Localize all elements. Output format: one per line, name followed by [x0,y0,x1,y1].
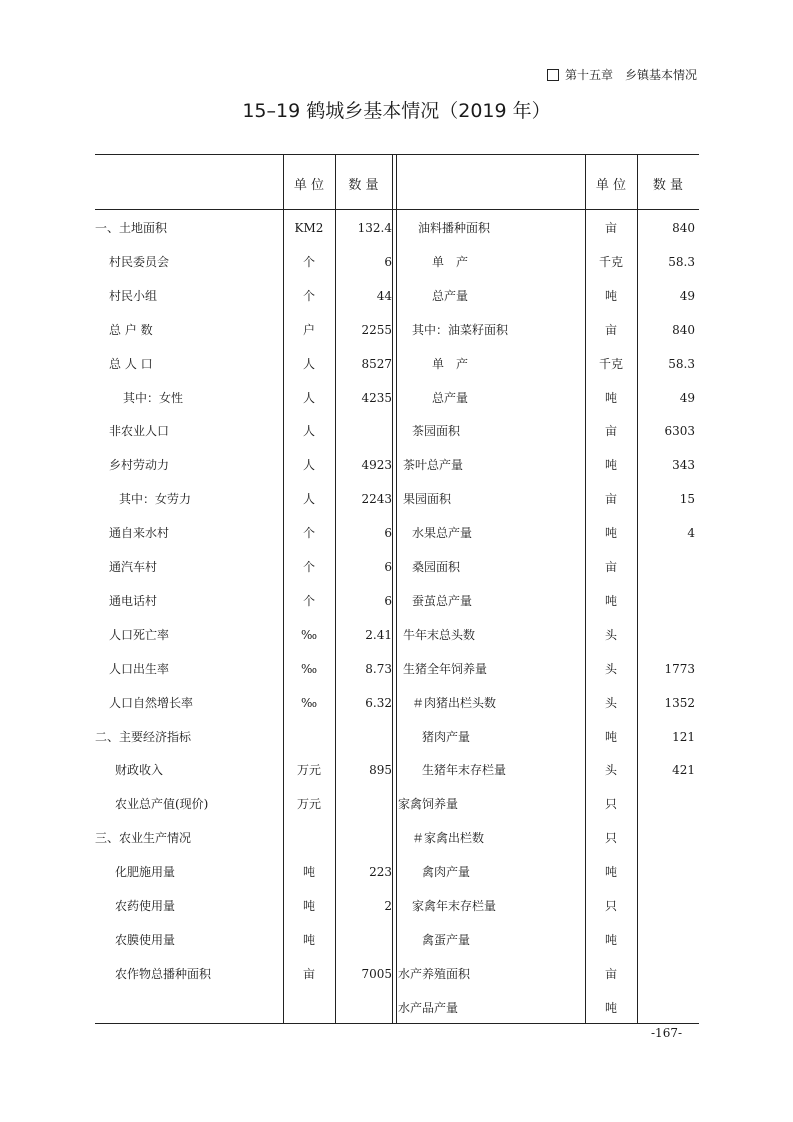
right-item-unit: 只 [604,899,617,913]
right-item-value: 58.3 [668,356,695,371]
right-item-name: 单 产 [432,254,469,269]
right-item-name: 果园面积 [403,492,452,507]
table-row [95,381,699,415]
right-item-unit: 亩 [604,322,617,337]
left-item-name: 通电话村 [109,593,158,608]
left-item-unit: 人 [302,458,315,473]
right-item-unit: 亩 [604,424,617,439]
table-row [95,855,699,889]
right-item-value: 58.3 [668,254,695,269]
left-item-unit: 个 [302,288,315,303]
right-item-name: 油料播种面积 [418,221,491,235]
left-item-value: 2.41 [365,627,392,642]
left-item-unit: KM2 [294,221,324,235]
left-item-value: 2243 [361,492,392,507]
right-item-value: 840 [672,221,695,235]
right-item-unit: 吨 [604,526,617,541]
right-item-unit: 吨 [604,458,617,473]
left-item-name: 一、土地面积 [95,221,168,235]
left-item-name: 人口自然增长率 [109,695,194,710]
right-item-value: 840 [672,322,695,337]
right-item-name: 家禽饲养量 [398,797,459,812]
table-row [95,313,699,347]
left-item-unit: 人 [302,390,315,405]
right-item-unit: 头 [604,627,617,642]
right-item-name: 禽蛋产量 [422,932,471,947]
left-item-value: 2255 [361,322,392,337]
right-item-unit: 头 [604,763,617,778]
right-item-value: 1773 [664,661,695,676]
right-item-unit: 头 [604,661,617,676]
left-item-name: 非农业人口 [109,424,170,439]
right-item-unit: 吨 [604,1000,617,1015]
left-item-name: 乡村劳动力 [109,458,170,473]
left-item-unit: 个 [302,560,315,574]
right-item-value: 15 [679,492,695,507]
left-item-name: 农作物总播种面积 [115,966,212,981]
left-item-value: 223 [369,865,392,880]
right-item-unit: 千克 [598,356,623,371]
table-row [95,957,699,991]
left-item-name: 农药使用量 [115,899,176,913]
left-item-unit: 个 [302,593,315,608]
left-item-unit: 户 [302,322,315,337]
right-item-value: 121 [672,729,695,744]
right-item-unit: 亩 [604,966,617,981]
left-item-name: 其中：女性 [123,390,184,405]
column-header-value: 数 量 [348,178,379,193]
right-item-name: 猪肉产量 [422,729,471,744]
right-item-name: 蚕茧总产量 [412,593,473,608]
left-item-unit: 人 [302,424,315,439]
table-row [95,787,699,821]
left-item-value: 44 [376,288,392,303]
right-item-name: ＃肉猪出栏头数 [412,695,497,710]
left-item-name: 其中：女劳力 [119,492,192,507]
left-item-name: 人口出生率 [109,661,170,676]
left-item-value: 7005 [361,966,392,981]
table-top-rule [95,154,699,155]
left-item-name: 农业总产值(现价) [115,797,209,812]
table-row [95,414,699,448]
left-item-unit: 吨 [302,865,315,880]
left-item-name: 总 人 口 [109,356,153,371]
left-item-unit: ‰ [300,661,318,676]
table-row [95,618,699,652]
right-item-unit: 吨 [604,593,617,608]
left-item-name: 二、主要经济指标 [95,729,192,744]
right-item-name: 其中：油菜籽面积 [412,322,509,337]
left-item-value: 6 [384,560,392,574]
left-item-name: 人口死亡率 [109,627,170,642]
right-item-unit: 只 [604,831,617,846]
left-item-value: 4923 [361,458,392,473]
right-item-unit: 亩 [604,492,617,507]
column-header-value: 数 量 [652,178,684,193]
chapter-label: 第十五章 乡镇基本情况 [564,68,697,82]
left-item-name: 三、农业生产情况 [95,831,192,846]
right-item-name: 单 产 [432,356,469,371]
right-item-unit: 吨 [604,729,617,744]
left-item-name: 农膜使用量 [115,932,176,947]
right-item-value: 49 [679,288,695,303]
running-header [547,66,697,83]
right-item-name: 茶园面积 [412,424,461,439]
left-item-unit: 亩 [302,966,315,981]
right-item-value: 4 [687,526,695,541]
right-item-unit: 吨 [604,390,617,405]
left-item-name: 村民委员会 [109,254,170,269]
left-item-name: 村民小组 [109,288,158,303]
right-item-name: 水产品产量 [398,1000,459,1015]
column-header-unit: 单 位 [293,178,325,193]
left-item-unit: ‰ [300,627,318,642]
table-row [95,584,699,618]
left-item-name: 化肥施用量 [115,865,176,880]
left-item-unit: 人 [302,356,315,371]
right-item-value: 49 [679,390,695,405]
column-header-unit: 单 位 [595,178,627,193]
table-row [95,821,699,855]
right-item-name: 家禽年末存栏量 [412,899,497,913]
left-item-value: 6 [384,254,392,269]
left-item-name: 总 户 数 [109,322,153,337]
left-item-unit: 万元 [296,797,321,812]
table-row [95,991,699,1025]
left-item-name: 财政收入 [115,763,164,778]
table-row [95,347,699,381]
page-title: 15–19 鹤城乡基本情况（2019 年） [242,100,551,122]
left-item-name: 通汽车村 [109,560,158,574]
left-item-unit: 人 [302,492,315,507]
table-row [95,923,699,957]
page-number: -167- [651,1026,683,1040]
left-item-value: 8527 [361,356,392,371]
table-row [95,245,699,279]
table-row [95,753,699,787]
right-item-unit: 吨 [604,932,617,947]
left-item-unit: 吨 [302,932,315,947]
left-item-value: 6 [384,526,392,541]
right-item-unit: 只 [604,797,617,812]
table-row [95,279,699,313]
right-item-name: 总产量 [432,288,469,303]
table-row [95,448,699,482]
right-item-unit: 头 [604,695,617,710]
right-item-name: 水果总产量 [412,526,473,541]
right-item-value: 1352 [664,695,695,710]
right-item-name: 总产量 [432,390,469,405]
left-item-unit: 万元 [296,763,321,778]
left-item-unit: ‰ [300,695,318,710]
left-item-unit: 个 [302,254,315,269]
table-row [95,550,699,584]
right-item-unit: 亩 [604,221,617,235]
right-item-value: 343 [672,458,695,473]
right-item-unit: 吨 [604,865,617,880]
right-item-name: 牛年末总头数 [403,627,476,642]
right-item-value: 421 [672,763,695,778]
right-item-name: 水产养殖面积 [398,966,471,981]
left-item-name: 通自来水村 [109,526,170,541]
table-row [95,482,699,516]
header-bottom-rule [95,209,699,210]
left-item-unit: 吨 [302,899,315,913]
right-item-unit: 千克 [598,254,623,269]
left-item-unit: 个 [302,526,315,541]
left-item-value: 6.32 [365,695,392,710]
left-item-value: 895 [369,763,392,778]
left-item-value: 6 [384,593,392,608]
table-row [95,211,699,245]
table-row [95,720,699,754]
right-item-unit: 吨 [604,288,617,303]
left-item-value: 4235 [361,390,392,405]
right-item-name: 禽肉产量 [422,865,471,880]
left-item-value: 8.73 [365,661,392,676]
right-item-value: 6303 [664,424,695,439]
right-item-name: 生猪年末存栏量 [422,763,507,778]
right-item-name: ＃家禽出栏数 [412,831,485,846]
right-item-unit: 亩 [604,560,617,574]
square-icon [547,69,559,81]
table-row [95,652,699,686]
right-item-name: 生猪全年饲养量 [403,661,488,676]
left-item-value: 2 [384,899,392,913]
right-item-name: 桑园面积 [412,560,461,574]
left-item-value: 132.4 [357,221,392,235]
table-row [95,889,699,923]
table-row [95,686,699,720]
right-item-name: 茶叶总产量 [403,458,464,473]
table-row [95,516,699,550]
